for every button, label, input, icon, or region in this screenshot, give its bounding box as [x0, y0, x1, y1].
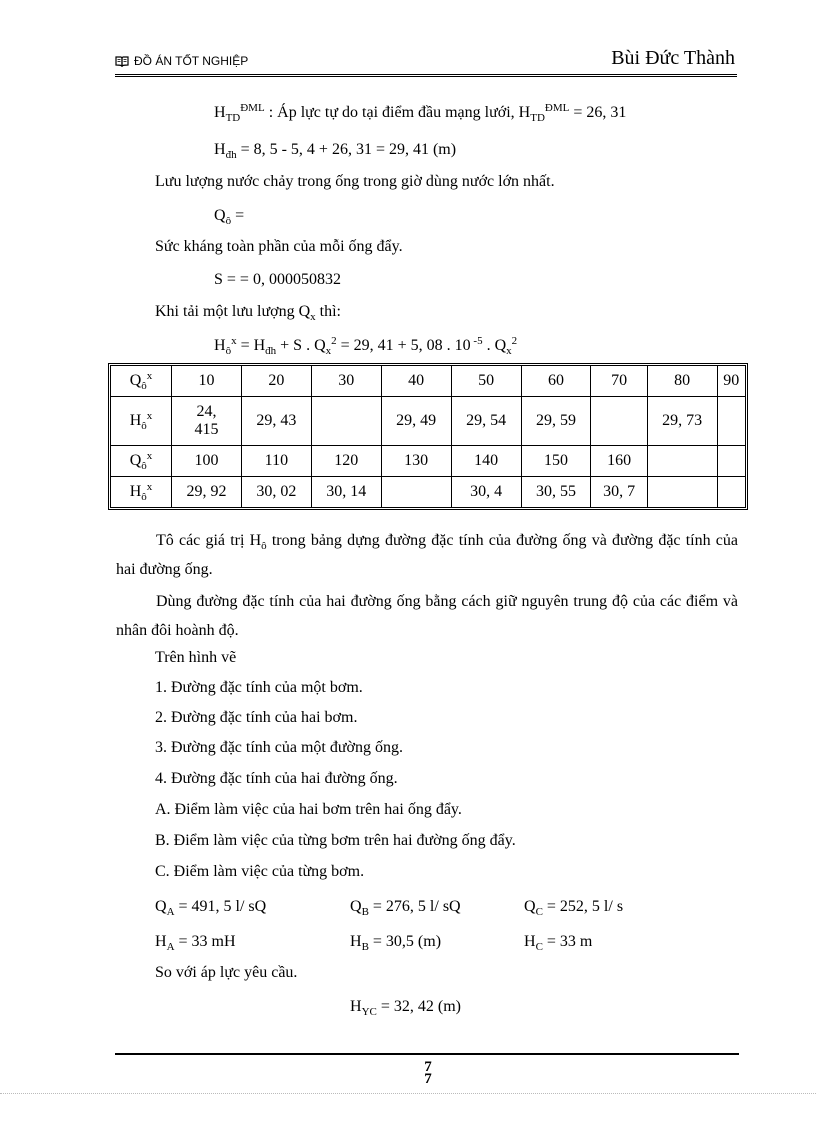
table-cell: 29, 43	[242, 397, 312, 446]
s-equation: S = = 0, 000050832	[214, 271, 341, 288]
h-x-equation: $H_ô^x = H_{đh} + S$ . $Q_x^2 = 29$, 41 + 5, 08 . 10 $^{-5}$ . $Q_x^2$	[214, 335, 518, 357]
list-item: 1. Đường đặc tính của một bơm.	[155, 679, 363, 696]
table-cell: 24, 415	[172, 397, 242, 446]
list-item: 4. Đường đặc tính của hai đường ống.	[155, 770, 398, 787]
table-cell: 30	[312, 366, 382, 397]
table-cell	[718, 446, 745, 477]
table-cell: 30, 14	[312, 477, 382, 507]
qb-value: $Q_B = 276$, 5 l/ sQ	[350, 898, 461, 918]
table-cell: 50	[452, 366, 522, 397]
qc-value: $Q_C = 252$, 5 l/ s	[524, 898, 624, 918]
page-header	[115, 46, 737, 77]
hdh-equation: $H_{đh} = 8$, 5 - 5, 4 + 26, 31 = 29, 41 (m)	[214, 141, 457, 161]
list-item: 2. Đường đặc tính của hai bơm.	[155, 709, 358, 726]
table-row	[111, 477, 745, 507]
table-cell: 70	[591, 366, 647, 397]
page-bottom-divider	[0, 1093, 816, 1094]
table-cell: 110	[242, 446, 312, 477]
qa-value: $Q_A = 491$, 5 l/ sQ	[155, 898, 267, 918]
q0-equation: $Q_ô$ =	[214, 207, 245, 227]
khi-tai-text: Khi tải một lưu lượng $Q_x$ thì:	[155, 303, 341, 323]
table-cell	[648, 446, 718, 477]
row-header-h: $H_ô^x$	[111, 477, 172, 507]
values-table	[108, 363, 748, 510]
suc-khang-text: Sức kháng toàn phần của mỗi ống đẩy.	[155, 238, 403, 255]
table-cell	[591, 397, 647, 446]
table-cell: 29, 73	[648, 397, 718, 446]
footer-rule	[115, 1053, 739, 1055]
hb-value: $H_B = 30,5$ (m)	[350, 933, 442, 953]
row-header-h: $H_ô^x$	[111, 397, 172, 446]
tren-hinh-ve: Trên hình vẽ	[155, 649, 237, 666]
paragraph-dung-duong: Dùng đường đặc tính của hai đường ống bằng cách giữ nguyên trung độ của các điểm và nhân đôi hoành độ.	[116, 593, 738, 639]
table-cell: 40	[382, 366, 452, 397]
table-cell: 60	[522, 366, 592, 397]
table-cell: 160	[591, 446, 647, 477]
table-cell	[718, 397, 745, 446]
table-cell: 140	[452, 446, 522, 477]
header-left	[115, 54, 248, 68]
table-cell	[312, 397, 382, 446]
header-author: Bùi Đức Thành	[611, 47, 735, 69]
table-cell: 100	[172, 446, 242, 477]
table-cell: 150	[522, 446, 592, 477]
row-header-q: $Q_ô^x$	[111, 446, 172, 477]
table-row	[111, 366, 745, 397]
table-cell	[382, 477, 452, 507]
table-row	[111, 446, 745, 477]
table-cell: 30, 55	[522, 477, 592, 507]
ha-value: $H_A = 33$ mH	[155, 933, 236, 953]
table-cell: 20	[242, 366, 312, 397]
paragraph-to-gia-tri: Tô các giá trị $H_ô$ trong bảng dựng đường đặc tính của đường ống và đường đặc tính của hai đường ống.	[116, 532, 738, 578]
table-row	[111, 397, 745, 446]
list-item: 3. Đường đặc tính của một đường ống.	[155, 739, 404, 756]
hc-value: $H_C = 33$ m	[524, 933, 593, 953]
table-cell: 29, 92	[172, 477, 242, 507]
luu-luong-text: Lưu lượng nước chảy trong ống trong giờ dùng nước lớn nhất.	[155, 173, 555, 190]
table-cell: 10	[172, 366, 242, 397]
list-item: A. Điểm làm việc của hai bơm trên hai ống đẩy.	[155, 801, 462, 818]
table-cell: 29, 49	[382, 397, 452, 446]
row-header-q: $Q_ô^x$	[111, 366, 172, 397]
hyc-value: $H_{YC} = 32$, 42 (m)	[350, 998, 461, 1018]
htd-definition: $H_{TD}^{ĐML}$ : Áp lực tự do tại điểm đầu mạng lưới, $H_{TD}^{ĐML} = 26$, 31	[214, 102, 627, 124]
table-cell: 29, 59	[522, 397, 592, 446]
table-cell: 30, 7	[591, 477, 647, 507]
table-cell: 120	[312, 446, 382, 477]
table-cell: 30, 02	[242, 477, 312, 507]
list-item: C. Điểm làm việc của từng bơm.	[155, 863, 365, 880]
so-voi-text: So với áp lực yêu cầu.	[155, 964, 298, 981]
table-cell	[718, 477, 745, 507]
header-title: ĐỒ ÁN TỐT NGHIỆP	[134, 54, 249, 68]
table-cell: 29, 54	[452, 397, 522, 446]
list-item: B. Điểm làm việc của từng bơm trên hai đường ống đẩy.	[155, 832, 516, 849]
table-cell: 80	[648, 366, 718, 397]
table-cell: 130	[382, 446, 452, 477]
book-icon	[115, 56, 129, 67]
table-cell: 90	[718, 366, 745, 397]
page-number: 7 7	[424, 1059, 432, 1087]
table-cell: 30, 4	[452, 477, 522, 507]
table-cell	[648, 477, 718, 507]
